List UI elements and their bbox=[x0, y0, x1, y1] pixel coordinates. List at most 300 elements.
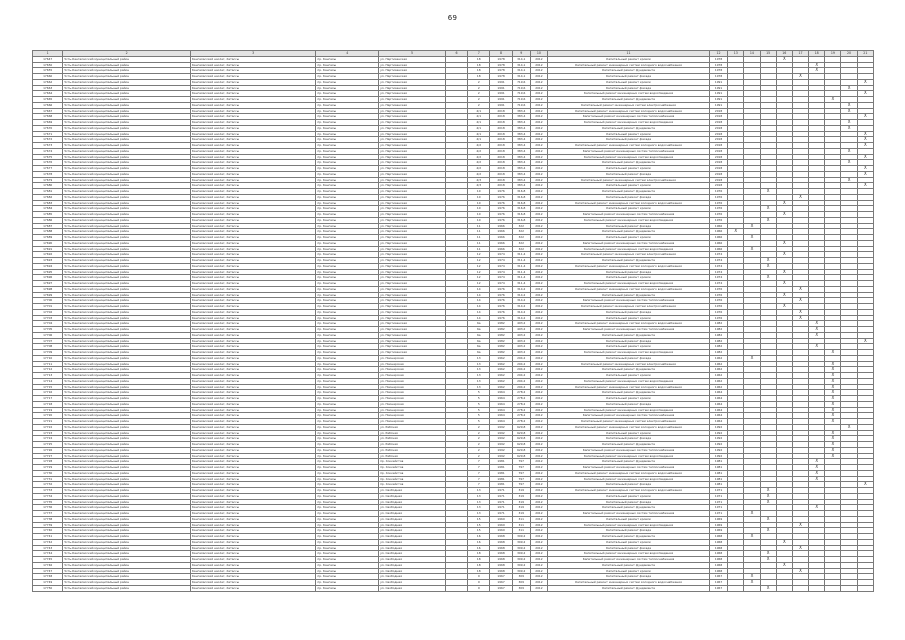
cell-start-year: 1974 bbox=[709, 281, 727, 287]
cell-house: 2 bbox=[468, 442, 490, 448]
cell-area: 383,4 bbox=[512, 166, 530, 172]
cell-start-year: 1974 bbox=[709, 269, 727, 275]
cell-work-type: Капитальный ремонт фасада bbox=[548, 171, 710, 177]
cell-end-year: 2012 bbox=[530, 413, 547, 419]
cell-work-type: Капитальный ремонт инженерных систем электроснабжения bbox=[548, 419, 710, 425]
cell-settlement: Кангаласский наслег, Хатассы bbox=[190, 177, 315, 183]
cell-end-year: 2012 bbox=[530, 223, 547, 229]
cell-id: 17680 bbox=[33, 183, 63, 189]
cell-locality: пр. Кангалы bbox=[316, 286, 379, 292]
cell-district: Усть-Кангаласский муниципальный район bbox=[63, 373, 191, 379]
cell-start-year: 1968 bbox=[709, 557, 727, 563]
cell-house: 4/1 bbox=[468, 131, 490, 137]
cell-work-type: Капитальный ремонт инженерных систем теплоснабжения bbox=[548, 447, 710, 453]
cell-street: ул. Партизанская bbox=[379, 217, 446, 223]
cell-area: 322 bbox=[512, 240, 530, 246]
cell-locality: пр. Кангалы bbox=[316, 505, 379, 511]
cell-street: ул. Партизанская bbox=[379, 154, 446, 160]
cell-mark-col-14: X bbox=[744, 534, 760, 540]
cell-street: ул. Партизанская bbox=[379, 189, 446, 195]
cell-year: 1967 bbox=[490, 585, 512, 591]
cell-work-type: Капитальный ремонт инженерных систем водоотведения bbox=[548, 378, 710, 384]
cell-id: 17701 bbox=[33, 304, 63, 310]
cell-mark-col-16: X bbox=[776, 304, 792, 310]
cell-start-year: 1964 bbox=[709, 390, 727, 396]
cell-district: Усть-Кангаласский муниципальный район bbox=[63, 217, 191, 223]
cell-id: 17655 bbox=[33, 68, 63, 74]
cell-area: 383,4 bbox=[512, 160, 530, 166]
cell-end-year: 2012 bbox=[530, 235, 547, 241]
cell-settlement: Кангаласский наслег, Хатассы bbox=[190, 298, 315, 304]
cell-locality: пр. Кангалы bbox=[316, 125, 379, 131]
cell-end-year: 2012 bbox=[530, 217, 547, 223]
cell-id: 17717 bbox=[33, 396, 63, 402]
cell-street: ул. Свободная bbox=[379, 545, 446, 551]
cell-id: 17650 bbox=[33, 62, 63, 68]
cell-area: 278,2 bbox=[512, 413, 530, 419]
cell-house: 4/3 bbox=[468, 177, 490, 183]
cell-year: 1966 bbox=[490, 223, 512, 229]
cell-settlement: Кангаласский наслег, Хатассы bbox=[190, 482, 315, 488]
cell-start-year: 1966 bbox=[709, 229, 727, 235]
cell-house: 13 bbox=[468, 373, 490, 379]
cell-work-type: Капитальный ремонт инженерных систем теплоснабжения bbox=[548, 298, 710, 304]
cell-end-year: 2012 bbox=[530, 459, 547, 465]
cell-end-year: 2012 bbox=[530, 131, 547, 137]
cell-settlement: Кангаласский наслег, Хатассы bbox=[190, 252, 315, 258]
cell-house: 7 bbox=[468, 470, 490, 476]
cell-street: ул. Партизанская bbox=[379, 97, 446, 103]
cell-mark-col-16: X bbox=[776, 56, 792, 62]
cell-work-type: Капитальный ремонт инженерных систем электроснабжения bbox=[548, 177, 710, 183]
cell-locality: пр. Кангалы bbox=[316, 62, 379, 68]
cell-mark-col-17: X bbox=[792, 309, 808, 315]
cell-settlement: Кангаласский наслег, Хатассы bbox=[190, 327, 315, 333]
cell-house: 13 bbox=[468, 378, 490, 384]
cell-year: 1962 bbox=[490, 367, 512, 373]
cell-year: 1982 bbox=[490, 321, 512, 327]
cell-id: 17731 bbox=[33, 476, 63, 482]
cell-start-year: 1971 bbox=[709, 505, 727, 511]
cell-area: 629,8 bbox=[512, 436, 530, 442]
cell-street: ул. Партизанская bbox=[379, 321, 446, 327]
cell-year: 1981 bbox=[490, 476, 512, 482]
cell-house: 14 bbox=[468, 315, 490, 321]
cell-district: Усть-Кангаласский муниципальный район bbox=[63, 465, 191, 471]
cell-settlement: Кангаласский наслег, Хатассы bbox=[190, 114, 315, 120]
cell-end-year: 2012 bbox=[530, 137, 547, 143]
cell-area: 383,4 bbox=[512, 137, 530, 143]
cell-mark-col-19: X bbox=[825, 453, 841, 459]
cell-year: 1976 bbox=[490, 286, 512, 292]
cell-end-year: 2012 bbox=[530, 166, 547, 172]
cell-street: ул. Партизанская bbox=[379, 177, 446, 183]
cell-district: Усть-Кангаласский муниципальный район bbox=[63, 240, 191, 246]
cell-settlement: Кангаласский наслег, Хатассы bbox=[190, 568, 315, 574]
cell-district: Усть-Кангаласский муниципальный район bbox=[63, 229, 191, 235]
cell-district: Усть-Кангаласский муниципальный район bbox=[63, 286, 191, 292]
cell-street: ул. Свободная bbox=[379, 499, 446, 505]
cell-area: 316,8 bbox=[512, 194, 530, 200]
cell-settlement: Кангаласский наслег, Хатассы bbox=[190, 281, 315, 287]
cell-year: 1969 bbox=[490, 516, 512, 522]
cell-year: 2018 bbox=[490, 177, 512, 183]
cell-year: 1962 bbox=[490, 384, 512, 390]
cell-district: Усть-Кангаласский муниципальный район bbox=[63, 470, 191, 476]
cell-settlement: Кангаласский наслег, Хатассы bbox=[190, 143, 315, 149]
cell-end-year: 2012 bbox=[530, 108, 547, 114]
cell-settlement: Кангаласский наслег, Хатассы bbox=[190, 171, 315, 177]
cell-year: 1992 bbox=[490, 436, 512, 442]
cell-area: 278,2 bbox=[512, 407, 530, 413]
cell-locality: пр. Кангалы bbox=[316, 373, 379, 379]
cell-id: 17682 bbox=[33, 194, 63, 200]
cell-house: 5 bbox=[468, 413, 490, 419]
cell-mark-col-19: X bbox=[825, 413, 841, 419]
cell-street: ул. Партизанская bbox=[379, 298, 446, 304]
cell-mark-col-19: X bbox=[825, 436, 841, 442]
cell-start-year: 1962 bbox=[709, 378, 727, 384]
cell-end-year: 2012 bbox=[530, 384, 547, 390]
cell-id: 17736 bbox=[33, 505, 63, 511]
cell-start-year: 1971 bbox=[709, 499, 727, 505]
cell-locality: пр. Кангалы bbox=[316, 68, 379, 74]
cell-end-year: 2012 bbox=[530, 568, 547, 574]
cell-id: 17706 bbox=[33, 332, 63, 338]
column-header: 15 bbox=[760, 51, 776, 57]
cell-year: 1964 bbox=[490, 419, 512, 425]
cell-work-type: Капитальный ремонт кровли bbox=[548, 79, 710, 85]
cell-house: 4/2 bbox=[468, 143, 490, 149]
cell-year: 1976 bbox=[490, 304, 512, 310]
cell-work-type: Капитальный ремонт инженерных систем водоотведения bbox=[548, 217, 710, 223]
cell-district: Усть-Кангаласский муниципальный район bbox=[63, 74, 191, 80]
cell-locality: пр. Кангалы bbox=[316, 206, 379, 212]
cell-mark-col-17: X bbox=[792, 286, 808, 292]
cell-house: 7 bbox=[468, 465, 490, 471]
cell-year: 2018 bbox=[490, 154, 512, 160]
cell-start-year: 2018 bbox=[709, 108, 727, 114]
cell-area: 314,1 bbox=[512, 74, 530, 80]
cell-settlement: Кангаласский наслег, Хатассы bbox=[190, 263, 315, 269]
cell-mark-col-19: X bbox=[825, 396, 841, 402]
cell-year: 1971 bbox=[490, 505, 512, 511]
cell-district: Усть-Кангаласский муниципальный район bbox=[63, 430, 191, 436]
cell-mark-col-17: X bbox=[792, 315, 808, 321]
cell-district: Усть-Кангаласский муниципальный район bbox=[63, 557, 191, 563]
cell-work-type: Капитальный ремонт инженерных систем водоотведения bbox=[548, 476, 710, 482]
cell-id: 17676 bbox=[33, 160, 63, 166]
cell-mark-col-15: X bbox=[760, 189, 776, 195]
cell-district: Усть-Кангаласский муниципальный район bbox=[63, 413, 191, 419]
cell-street: ул. Партизанская bbox=[379, 125, 446, 131]
cell-work-type: Капитальный ремонт фундамента bbox=[548, 292, 710, 298]
cell-id: 17696 bbox=[33, 275, 63, 281]
cell-locality: пр. Кангалы bbox=[316, 355, 379, 361]
cell-id: 17679 bbox=[33, 177, 63, 183]
cell-district: Усть-Кангаласский муниципальный район bbox=[63, 235, 191, 241]
cell-end-year: 2012 bbox=[530, 252, 547, 258]
cell-district: Усть-Кангаласский муниципальный район bbox=[63, 378, 191, 384]
cell-mark-col-19: X bbox=[825, 442, 841, 448]
cell-district: Усть-Кангаласский муниципальный район bbox=[63, 125, 191, 131]
cell-work-type: Капитальный ремонт инженерных систем холодного водоснабжения bbox=[548, 488, 710, 494]
cell-district: Усть-Кангаласский муниципальный район bbox=[63, 574, 191, 580]
cell-house: 10 bbox=[468, 189, 490, 195]
cell-street: ул. Партизанская bbox=[379, 206, 446, 212]
cell-area: 294,2 bbox=[512, 361, 530, 367]
cell-year: 1978 bbox=[490, 56, 512, 62]
cell-district: Усть-Кангаласский муниципальный район bbox=[63, 407, 191, 413]
cell-settlement: Кангаласский наслег, Хатассы bbox=[190, 545, 315, 551]
cell-settlement: Кангаласский наслег, Хатассы bbox=[190, 229, 315, 235]
cell-settlement: Кангаласский наслег, Хатассы bbox=[190, 534, 315, 540]
cell-year: 1962 bbox=[490, 378, 512, 384]
cell-id: 17699 bbox=[33, 292, 63, 298]
cell-district: Усть-Кангаласский муниципальный район bbox=[63, 453, 191, 459]
cell-house: 6а bbox=[468, 327, 490, 333]
cell-settlement: Кангаласский наслег, Хатассы bbox=[190, 459, 315, 465]
cell-street: ул. Пионерская bbox=[379, 373, 446, 379]
cell-id: 17688 bbox=[33, 229, 63, 235]
cell-id: 17711 bbox=[33, 361, 63, 367]
cell-house: 13 bbox=[468, 505, 490, 511]
cell-locality: пр. Кангалы bbox=[316, 298, 379, 304]
cell-end-year: 2012 bbox=[530, 91, 547, 97]
cell-locality: пр. Кангалы bbox=[316, 568, 379, 574]
cell-area: 278,2 bbox=[512, 401, 530, 407]
cell-start-year: 1962 bbox=[709, 384, 727, 390]
cell-settlement: Кангаласский наслег, Хатассы bbox=[190, 292, 315, 298]
cell-start-year: 1992 bbox=[709, 442, 727, 448]
cell-house: 2 bbox=[468, 447, 490, 453]
cell-end-year: 2012 bbox=[530, 143, 547, 149]
cell-settlement: Кангаласский наслег, Хатассы bbox=[190, 344, 315, 350]
cell-end-year: 2012 bbox=[530, 189, 547, 195]
cell-street: ул. Свободная bbox=[379, 574, 446, 580]
cell-locality: пр. Кангалы bbox=[316, 229, 379, 235]
cell-work-type: Капитальный ремонт кровли bbox=[548, 516, 710, 522]
cell-work-type: Капитальный ремонт фундамента bbox=[548, 160, 710, 166]
cell-settlement: Кангаласский наслег, Хатассы bbox=[190, 413, 315, 419]
cell-mark-col-20: X bbox=[841, 108, 857, 114]
cell-work-type: Капитальный ремонт фундамента bbox=[548, 459, 710, 465]
cell-year: 1981 bbox=[490, 470, 512, 476]
cell-district: Усть-Кангаласский муниципальный район bbox=[63, 361, 191, 367]
cell-id: 17713 bbox=[33, 373, 63, 379]
cell-start-year: 1967 bbox=[709, 585, 727, 591]
cell-year: 1976 bbox=[490, 315, 512, 321]
cell-settlement: Кангаласский наслег, Хатассы bbox=[190, 493, 315, 499]
cell-area: 316,8 bbox=[512, 206, 530, 212]
cell-start-year: 1991 bbox=[709, 85, 727, 91]
cell-district: Усть-Кангаласский муниципальный район bbox=[63, 223, 191, 229]
cell-area: 797 bbox=[512, 459, 530, 465]
cell-year: 1967 bbox=[490, 580, 512, 586]
cell-area: 383,4 bbox=[512, 125, 530, 131]
cell-id: 17681 bbox=[33, 189, 63, 195]
cell-street: ул. Свободная bbox=[379, 488, 446, 494]
cell-house: 6а bbox=[468, 321, 490, 327]
cell-work-type: Капитальный ремонт фасада bbox=[548, 545, 710, 551]
cell-settlement: Кангаласский наслег, Хатассы bbox=[190, 108, 315, 114]
cell-year: 2018 bbox=[490, 166, 512, 172]
cell-area: 383,4 bbox=[512, 171, 530, 177]
cell-locality: пр. Кангалы bbox=[316, 137, 379, 143]
cell-locality: пр. Кангалы bbox=[316, 114, 379, 120]
cell-year: 1976 bbox=[490, 206, 512, 212]
cell-district: Усть-Кангаласский муниципальный район bbox=[63, 79, 191, 85]
cell-start-year: 1962 bbox=[709, 361, 727, 367]
cell-street: ул. Партизанская bbox=[379, 240, 446, 246]
cell-work-type: Капитальный ремонт фасада bbox=[548, 74, 710, 80]
column-header: 5 bbox=[379, 51, 446, 57]
cell-district: Усть-Кангаласский муниципальный район bbox=[63, 396, 191, 402]
cell-year: 2018 bbox=[490, 120, 512, 126]
cell-area: 322 bbox=[512, 229, 530, 235]
cell-locality: пр. Кангалы bbox=[316, 309, 379, 315]
cell-year: 1981 bbox=[490, 459, 512, 465]
cell-work-type: Капитальный ремонт инженерных систем холодного водоснабжения bbox=[548, 384, 710, 390]
cell-area: 316,8 bbox=[512, 217, 530, 223]
cell-district: Усть-Кангаласский муниципальный район bbox=[63, 304, 191, 310]
column-header: 6 bbox=[445, 51, 467, 57]
cell-mark-col-19: X bbox=[825, 419, 841, 425]
cell-locality: пр. Кангалы bbox=[316, 534, 379, 540]
cell-year: 1976 bbox=[490, 194, 512, 200]
cell-settlement: Кангаласский наслег, Хатассы bbox=[190, 361, 315, 367]
cell-start-year: 2018 bbox=[709, 166, 727, 172]
cell-start-year: 1982 bbox=[709, 332, 727, 338]
column-header: 12 bbox=[709, 51, 727, 57]
cell-work-type: Капитальный ремонт фасада bbox=[548, 223, 710, 229]
cell-street: ул. Партизанская bbox=[379, 102, 446, 108]
cell-mark-col-15: X bbox=[760, 217, 776, 223]
cell-house: 11 bbox=[468, 229, 490, 235]
cell-end-year: 2012 bbox=[530, 407, 547, 413]
cell-house: 11 bbox=[468, 223, 490, 229]
cell-area: 309 bbox=[512, 585, 530, 591]
cell-locality: пр. Кангалы bbox=[316, 361, 379, 367]
cell-street: ул. Партизанская bbox=[379, 74, 446, 80]
cell-area: 314,2 bbox=[512, 304, 530, 310]
cell-work-type: Капитальный ремонт инженерных систем водоотведения bbox=[548, 154, 710, 160]
cell-area: 319 bbox=[512, 505, 530, 511]
cell-year: 2018 bbox=[490, 143, 512, 149]
cell-street: ул. Пионерская bbox=[379, 419, 446, 425]
cell-mark-col-18: X bbox=[809, 68, 825, 74]
cell-id: 17712 bbox=[33, 367, 63, 373]
cell-work-type: Капитальный ремонт кровли bbox=[548, 568, 710, 574]
cell-house: 14 bbox=[468, 309, 490, 315]
cell-work-type: Капитальный ремонт кровли bbox=[548, 275, 710, 281]
cell-start-year: 1978 bbox=[709, 68, 727, 74]
cell-district: Усть-Кангаласский муниципальный район bbox=[63, 258, 191, 264]
cell-id: 17697 bbox=[33, 281, 63, 287]
cell-year: 1974 bbox=[490, 258, 512, 264]
cell-house: 5 bbox=[468, 407, 490, 413]
cell-work-type: Капитальный ремонт инженерных систем теплоснабжения bbox=[548, 557, 710, 563]
cell-district: Усть-Кангаласский муниципальный район bbox=[63, 56, 191, 62]
cell-settlement: Кангаласский наслег, Хатассы bbox=[190, 419, 315, 425]
cell-settlement: Кангаласский наслег, Хатассы bbox=[190, 74, 315, 80]
cell-start-year: 1974 bbox=[709, 258, 727, 264]
cell-locality: пр. Кангалы bbox=[316, 574, 379, 580]
cell-year: 2018 bbox=[490, 108, 512, 114]
cell-mark-col-18: X bbox=[809, 505, 825, 511]
cell-year: 1982 bbox=[490, 350, 512, 356]
cell-area: 719,6 bbox=[512, 91, 530, 97]
column-header: 1 bbox=[33, 51, 63, 57]
cell-work-type: Капитальный ремонт фундамента bbox=[548, 442, 710, 448]
cell-house: 7 bbox=[468, 476, 490, 482]
cell-street: ул. Свободная bbox=[379, 539, 446, 545]
cell-year: 1962 bbox=[490, 355, 512, 361]
cell-settlement: Кангаласский наслег, Хатассы bbox=[190, 286, 315, 292]
cell-district: Усть-Кангаласский муниципальный район bbox=[63, 493, 191, 499]
cell-house: 4/2 bbox=[468, 166, 490, 172]
cell-house: 12 bbox=[468, 252, 490, 258]
cell-locality: пр. Кангалы bbox=[316, 344, 379, 350]
cell-end-year: 2012 bbox=[530, 304, 547, 310]
cell-settlement: Кангаласский наслег, Хатассы bbox=[190, 424, 315, 430]
cell-district: Усть-Кангаласский муниципальный район bbox=[63, 534, 191, 540]
cell-id: 17678 bbox=[33, 171, 63, 177]
cell-mark-col-16: X bbox=[776, 539, 792, 545]
cell-start-year: 1992 bbox=[709, 424, 727, 430]
cell-district: Усть-Кангаласский муниципальный район bbox=[63, 148, 191, 154]
cell-work-type: Капитальный ремонт инженерных систем холодного водоснабжения bbox=[548, 143, 710, 149]
cell-locality: пр. Кангалы bbox=[316, 511, 379, 517]
cell-house: 12 bbox=[468, 269, 490, 275]
cell-settlement: Кангаласский наслег, Хатассы bbox=[190, 355, 315, 361]
cell-mark-col-19: X bbox=[825, 384, 841, 390]
cell-id: 17710 bbox=[33, 355, 63, 361]
cell-end-year: 2012 bbox=[530, 74, 547, 80]
cell-settlement: Кангаласский наслег, Хатассы bbox=[190, 154, 315, 160]
cell-work-type: Капитальный ремонт фасада bbox=[548, 482, 710, 488]
cell-work-type: Капитальный ремонт инженерных систем теплоснабжения bbox=[548, 212, 710, 218]
cell-start-year: 1992 bbox=[709, 453, 727, 459]
cell-house: 16 bbox=[468, 534, 490, 540]
cell-end-year: 2012 bbox=[530, 154, 547, 160]
cell-mark-col-20 bbox=[841, 585, 857, 591]
cell-end-year: 2012 bbox=[530, 465, 547, 471]
cell-mark-col-21: X bbox=[857, 143, 873, 149]
cell-start-year: 1968 bbox=[709, 562, 727, 568]
cell-id: 17694 bbox=[33, 263, 63, 269]
cell-district: Усть-Кангаласский муниципальный район bbox=[63, 189, 191, 195]
cell-street: ул. Партизанская bbox=[379, 332, 446, 338]
column-header: 9 bbox=[512, 51, 530, 57]
cell-mark-col-15: X bbox=[760, 551, 776, 557]
cell-work-type: Капитальный ремонт инженерных систем теплоснабжения bbox=[548, 327, 710, 333]
cell-id: 17718 bbox=[33, 401, 63, 407]
cell-work-type: Капитальный ремонт фасада bbox=[548, 436, 710, 442]
cell-locality: пр. Кангалы bbox=[316, 189, 379, 195]
cell-street: ул. Партизанская bbox=[379, 309, 446, 315]
cell-street: ул. Рабочая bbox=[379, 424, 446, 430]
cell-start-year: 1978 bbox=[709, 62, 727, 68]
cell-settlement: Кангаласский наслег, Хатассы bbox=[190, 56, 315, 62]
cell-settlement: Кангаласский наслег, Хатассы bbox=[190, 338, 315, 344]
cell-locality: пр. Кангалы bbox=[316, 580, 379, 586]
cell-house: 16 bbox=[468, 539, 490, 545]
cell-house: 6а bbox=[468, 344, 490, 350]
cell-settlement: Кангаласский наслег, Хатассы bbox=[190, 194, 315, 200]
cell-work-type: Капитальный ремонт фасада bbox=[548, 269, 710, 275]
cell-mark-col-18: X bbox=[809, 62, 825, 68]
